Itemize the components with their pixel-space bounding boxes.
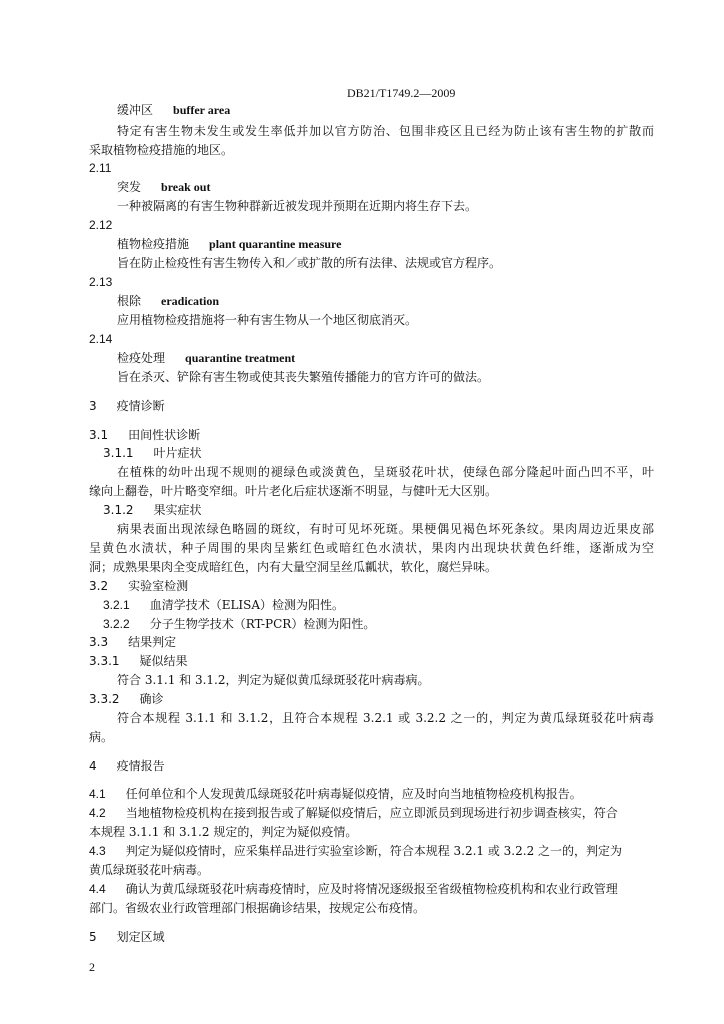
section-number: 3 [89, 399, 97, 413]
section-title: 疫情诊断 [116, 399, 165, 413]
definition-text: 采取植物检疫措施的地区。 [89, 143, 234, 157]
section-title: 疫情报告 [116, 759, 165, 773]
section-number: 4 [89, 759, 97, 773]
subsection-number: 3.1 [89, 428, 109, 442]
clause-number: 4.2 [89, 806, 106, 820]
term-en: buffer area [173, 103, 231, 117]
paragraph-text: 洞；成熟果果肉全变成暗红色，内有大量空洞呈丝瓜瓤状，软化，腐烂异味。 [89, 560, 498, 574]
subsection-title: 果实症状 [153, 503, 202, 517]
term-plant-quarantine-measure [117, 236, 341, 252]
clause-text: 当地植物检疫机构在接到报告或了解疑似疫情后，应立即派员到现场进行初步调查核实，符合 [125, 806, 618, 820]
definition-text: 旨在防止检疫性有害生物传入和／或扩散的所有法律、法规或官方程序。 [117, 256, 502, 270]
document-id-header: DB21/T1749.2—2009 [347, 86, 456, 100]
term-zh: 缓冲区 [117, 103, 154, 117]
clause-4-2 [89, 805, 654, 821]
clause-text: 确认为黄瓜绿斑驳花叶病毒疫情时，应及时将情况逐级报至省级植物检疫机构和农业行政管理 [125, 882, 618, 896]
subsection-title: 田间性状诊断 [128, 428, 201, 442]
page-number: 2 [89, 960, 95, 974]
paragraph-text: 缘向上翻卷，叶片略变窄细。叶片老化后症状逐渐不明显，与健叶无大区别。 [89, 484, 498, 498]
section-title: 划定区域 [116, 930, 165, 944]
clause-number: 2.13 [89, 275, 113, 289]
subsection-heading-3-1 [89, 427, 200, 443]
paragraph-text: 在植株的幼叶出现不规则的褪绿色或淡黄色，呈斑驳花叶状，使绿色部分隆起叶面凸凹不平，叶 [117, 465, 654, 479]
definition-text: 特定有害生物未发生或发生率低并加以官方防治、包围非疫区且已经为防止该有害生物的扩散而 [117, 124, 654, 138]
subsection-number: 3.3.1 [89, 654, 120, 668]
clause-4-3 [89, 843, 622, 859]
clause-text: 任何单位和个人发现黄瓜绿斑驳花叶病毒疑似疫情，应及时向当地植物检疫机构报告。 [125, 787, 582, 801]
clause-4-1 [89, 786, 582, 802]
subsection-heading-3-3-2 [89, 691, 164, 707]
term-en: eradication [161, 294, 220, 308]
term-eradication [117, 293, 219, 309]
paragraph-text: 病果表面出现浓绿色略圆的斑纹，有时可见坏死斑。果梗偶见褐色坏死条纹。果肉周边近果皮部 [117, 522, 654, 536]
subsection-number: 3.1.1 [103, 446, 134, 460]
section-heading-5 [89, 929, 165, 945]
item-number: 3.2.2 [103, 617, 130, 631]
clause-number: 2.12 [89, 218, 113, 232]
clause-number: 4.3 [89, 844, 106, 858]
subsection-number: 3.2 [89, 579, 109, 593]
definition-text: 应用植物检疫措施将一种有害生物从一个地区彻底消灭。 [117, 313, 418, 327]
clause-text: 判定为疑似疫情时，应采集样品进行实验室诊断，符合本规程 3.2.1 或 3.2.2 之一的，判定为 [125, 844, 623, 858]
clause-number: 2.11 [89, 161, 112, 175]
term-quarantine-treatment [117, 350, 295, 366]
subsection-title: 疑似结果 [139, 654, 188, 668]
clause-4-4 [89, 881, 618, 897]
subsection-number: 3.3.2 [89, 692, 120, 706]
term-en: quarantine treatment [185, 351, 296, 365]
term-break-out [117, 179, 210, 195]
term-en: break out [161, 180, 211, 194]
term-zh: 突发 [117, 180, 142, 194]
subsection-heading-3-1-2 [103, 502, 202, 518]
section-number: 5 [89, 930, 97, 944]
list-item-3-2-1 [103, 597, 344, 613]
paragraph-text: 符合本规程 3.1.1 和 3.1.2，且符合本规程 3.2.1 或 3.2.2 之一的，判定为黄瓜绿斑驳花叶病毒 [117, 711, 654, 725]
item-text: 血清学技术（ELISA）检测为阳性。 [149, 598, 345, 612]
term-zh: 植物检疫措施 [117, 237, 190, 251]
subsection-heading-3-2 [89, 578, 188, 594]
term-en: plant quarantine measure [209, 237, 342, 251]
paragraph-text: 黄瓜绿斑驳花叶病毒。 [89, 863, 210, 877]
section-heading-4 [89, 758, 165, 774]
subsection-title: 实验室检测 [128, 579, 189, 593]
paragraph-text: 呈黄色水渍状，种子周围的果肉呈紫红色或暗红色水渍状，果肉内出现块状黄色纤维，逐渐成为空 [89, 541, 654, 555]
item-number: 3.2.1 [103, 598, 130, 612]
term-buffer-area [117, 102, 230, 118]
subsection-title: 叶片症状 [153, 446, 202, 460]
subsection-number: 3.1.2 [103, 503, 134, 517]
paragraph-text: 本规程 3.1.1 和 3.1.2 规定的，判定为疑似疫情。 [89, 825, 358, 839]
clause-number: 4.1 [89, 787, 106, 801]
subsection-title: 结果判定 [128, 635, 177, 649]
subsection-title: 确诊 [139, 692, 164, 706]
subsection-number: 3.3 [89, 635, 109, 649]
paragraph-text: 病。 [89, 730, 114, 744]
term-zh: 检疫处理 [117, 351, 166, 365]
subsection-heading-3-3 [89, 634, 176, 650]
paragraph-text: 符合 3.1.1 和 3.1.2，判定为疑似黄瓜绿斑驳花叶病毒病。 [117, 673, 430, 687]
clause-number: 4.4 [89, 882, 106, 896]
term-zh: 根除 [117, 294, 142, 308]
subsection-heading-3-1-1 [103, 445, 202, 461]
definition-text: 旨在杀灭、铲除有害生物或使其丧失繁殖传播能力的官方许可的做法。 [117, 370, 490, 384]
subsection-heading-3-3-1 [89, 653, 188, 669]
clause-number: 2.14 [89, 332, 113, 346]
item-text: 分子生物学技术（RT-PCR）检测为阳性。 [149, 617, 376, 631]
section-heading-3 [89, 398, 165, 414]
paragraph-text: 部门。省级农业行政管理部门根据确诊结果，按规定公布疫情。 [89, 901, 426, 915]
list-item-3-2-2 [103, 616, 375, 632]
definition-text: 一种被隔离的有害生物种群新近被发现并预期在近期内将生存下去。 [117, 199, 478, 213]
